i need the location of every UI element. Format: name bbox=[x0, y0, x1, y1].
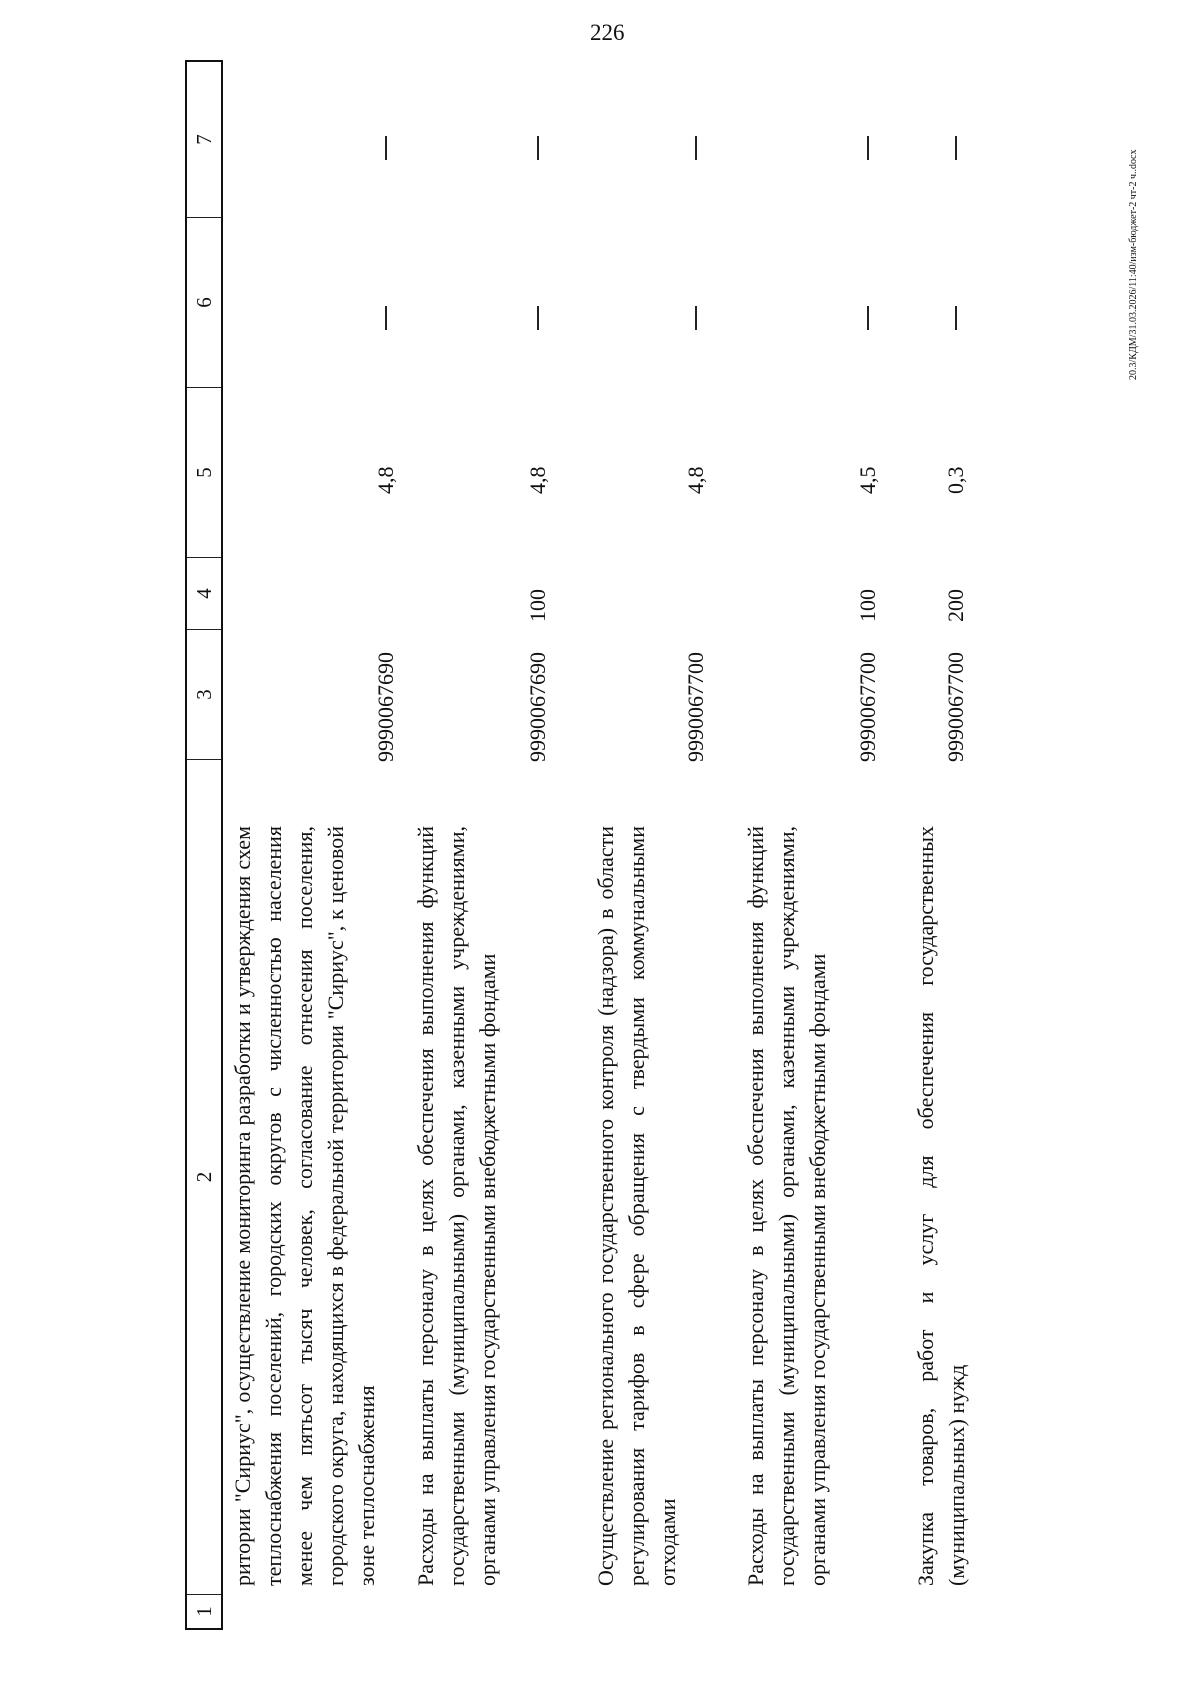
table-row-amount: 0,3 bbox=[943, 466, 968, 494]
table-row-description: Осуществление регионального государственного контроля (надзора) в области регулирования тарифов в сфере обращения с твердыми коммунальными отходами bbox=[593, 826, 680, 1586]
table-row-col6-dash bbox=[955, 306, 957, 330]
table-row-description: ритории "Сириус", осуществление мониторинга разработки и утверждения схем теплоснабжения поселений, городских округов с численностью населения менее чем пятьсот тысяч человек, согласование отнесения поселения, городского округа, находящихся в федеральной территории "Сириус", к ценовой зоне теплоснабжения bbox=[230, 826, 379, 1586]
column-header-1: 1 bbox=[192, 1606, 216, 1617]
column-header-2: 2 bbox=[187, 760, 221, 1595]
table-row-code: 9990067690 bbox=[525, 652, 550, 762]
table-row-code: 9990067700 bbox=[683, 652, 708, 762]
table-row-col7-dash bbox=[695, 136, 697, 160]
table-row-amount: 4,8 bbox=[373, 466, 398, 494]
budget-table bbox=[185, 60, 1200, 1630]
table-row-description: Расходы на выплаты персоналу в целях обеспечения выполнения функций государственными (муниципальными) органами, казенными учреждениями, органами управления государственными внебюджетными фондами bbox=[743, 826, 830, 1586]
table-header-row bbox=[185, 60, 223, 1630]
table-row-col6-dash bbox=[385, 306, 387, 330]
table-row-code: 9990067700 bbox=[855, 652, 880, 762]
table-row-amount: 4,8 bbox=[525, 466, 550, 494]
table-row-description: Расходы на выплаты персоналу в целях обеспечения выполнения функций государственными (муниципальными) органами, казенными учреждениями, органами управления государственными внебюджетными фондами bbox=[413, 826, 500, 1586]
table-row-description: Закупка товаров, работ и услуг для обеспечения государственных (муниципальных) нужд bbox=[913, 826, 969, 1586]
table-row-col6-dash bbox=[695, 306, 697, 330]
table-row-amount: 4,8 bbox=[683, 466, 708, 494]
column-header-4: 4 bbox=[187, 558, 221, 630]
table-row-code: 9990067690 bbox=[373, 652, 398, 762]
column-header-7: 7 bbox=[187, 62, 221, 218]
table-row-col7-dash bbox=[955, 136, 957, 160]
table-row-col7-dash bbox=[537, 136, 539, 160]
table-row-col6-dash bbox=[537, 306, 539, 330]
table-row-col7-dash bbox=[867, 136, 869, 160]
footer-document-code: 20.3/КДМ/31.03.2026/11:40/изм-бюджет-2 чт-2 ч..docx bbox=[1128, 149, 1139, 380]
table-row-amount: 4,5 bbox=[855, 466, 880, 494]
table-row-type: 200 bbox=[943, 589, 968, 622]
page-number: 226 bbox=[590, 20, 625, 45]
column-header-5: 5 bbox=[187, 388, 221, 558]
table-row-col6-dash bbox=[867, 306, 869, 330]
column-header-3: 3 bbox=[187, 630, 221, 760]
table-row-code: 9990067700 bbox=[943, 652, 968, 762]
column-header-6: 6 bbox=[187, 218, 221, 388]
table-row-type: 100 bbox=[525, 589, 550, 622]
table-row-type: 100 bbox=[855, 589, 880, 622]
table-row-col7-dash bbox=[385, 136, 387, 160]
